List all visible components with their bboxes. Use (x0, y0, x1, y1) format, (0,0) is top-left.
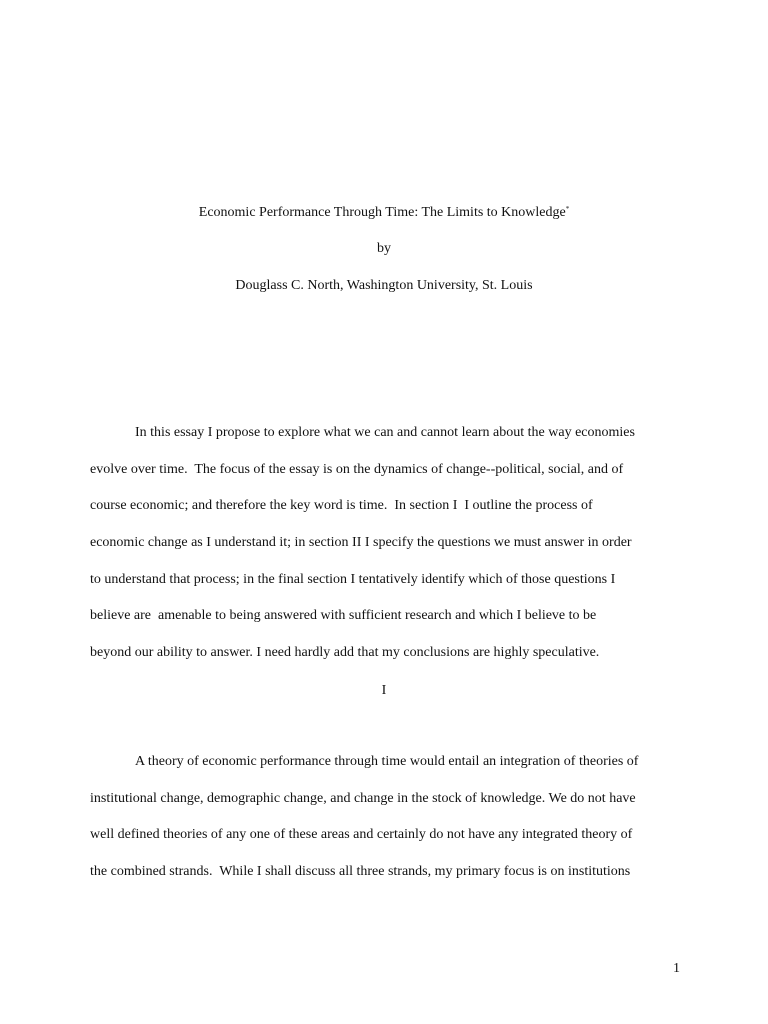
section-heading: I (381, 683, 387, 698)
paragraph-line: course economic; and therefore the key word is time. In section I I outline the process of (90, 498, 593, 514)
paragraph-line: evolve over time. The focus of the essay is on the dynamics of change--political, social, and of (90, 461, 624, 477)
paragraph-line: In this essay I propose to explore what we can and cannot learn about the way economies (135, 425, 635, 440)
page-number: 1 (673, 961, 680, 976)
document-title (0, 204, 768, 222)
author-line: Douglass C. North, Washington University, St. Louis (235, 278, 533, 293)
paragraph-line: believe are amenable to being answered with sufficient research and which I believe to be (90, 608, 597, 624)
paragraph-line: A theory of economic performance through time would entail an integration of theories of (135, 754, 639, 769)
paragraph-line: well defined theories of any one of these areas and certainly do not have any integrated theory of (90, 827, 633, 843)
paragraph-line: institutional change, demographic change, and change in the stock of knowledge. We do not have (90, 790, 636, 806)
byline: by (377, 241, 391, 256)
section-paragraph (90, 753, 680, 900)
intro-paragraph (90, 424, 680, 681)
paragraph-line: beyond our ability to answer. I need hardly add that my conclusions are highly speculative. (90, 645, 600, 661)
title-footnote-mark: * (565, 205, 570, 213)
paragraph-line: to understand that process; in the final section I tentatively identify which of those questions I (90, 571, 616, 587)
paragraph-line: the combined strands. While I shall discuss all three strands, my primary focus is on institutions (90, 864, 631, 880)
title-text: Economic Performance Through Time: The Limits to Knowledge (198, 205, 566, 220)
paragraph-line: economic change as I understand it; in section II I specify the questions we must answer in order (90, 535, 632, 551)
